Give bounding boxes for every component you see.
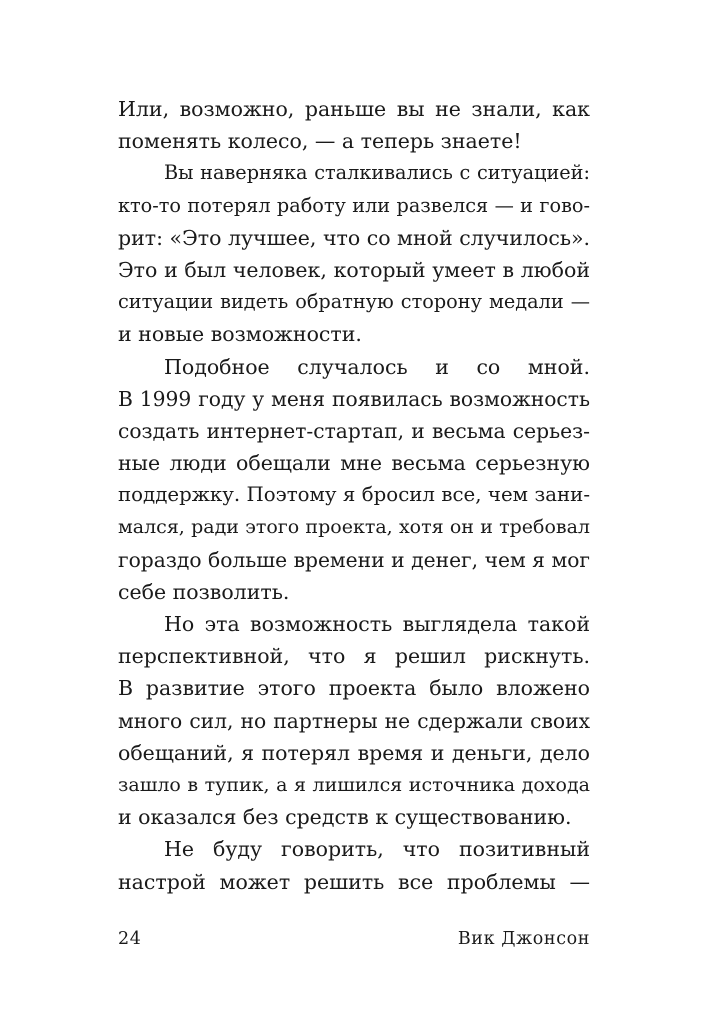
text-line: В развитие этого проекта было вложено [118, 676, 590, 701]
text-line: обещаний, я потерял время и деньги, дело [118, 740, 590, 765]
page-number: 24 [118, 929, 142, 949]
text-line: ные люди обещали мне весьма серьезную [118, 451, 590, 476]
text-line: гораздо больше времени и денег, чем я мог [118, 547, 590, 572]
text-line: Но эта возможность выглядела такой [164, 612, 590, 636]
text-line: себе позволить. [118, 579, 290, 604]
text-line: рит: «Это лучшее, что со мной случилось». [118, 225, 591, 250]
text-line: перспективной, что я решил рискнуть. [118, 644, 590, 669]
text-line: Подобное случалось и со мной. [164, 354, 590, 379]
text-line: много сил, но партнеры не сдержали своих [118, 708, 590, 733]
text-line: создать интернет-стартап, и весьма серьез- [118, 418, 590, 443]
text-line: Вы наверняка сталкивались с ситуацией: [164, 161, 590, 185]
text-line: поменять колесо, — а теперь знаете! [118, 129, 522, 154]
text-line: Или, возможно, раньше вы не знали, как [118, 97, 590, 121]
running-author: Вик Джонсон [457, 929, 590, 949]
text-line: В 1999 году у меня появилась возможность [118, 386, 590, 411]
text-line: и оказался без средств к существованию. [118, 805, 572, 830]
text-line: настрой может решить все проблемы — [118, 869, 590, 894]
text-line: Не буду говорить, что позитивный [164, 837, 590, 862]
text-line: ситуации видеть обратную сторону медали — [118, 290, 590, 314]
body-text [118, 93, 590, 898]
text-line: зашло в тупик, а я лишился источника дохода [118, 773, 590, 796]
page-footer [118, 924, 590, 954]
text-line: Это и был человек, который умеет в любой [118, 257, 590, 282]
text-line: мался, ради этого проекта, хотя он и требовал [118, 516, 590, 539]
text-line: поддержку. Поэтому я бросил все, чем зани- [118, 483, 590, 507]
text-line: и новые возможности. [118, 322, 362, 347]
text-line: кто-то потерял работу или развелся — и гово- [118, 193, 590, 217]
